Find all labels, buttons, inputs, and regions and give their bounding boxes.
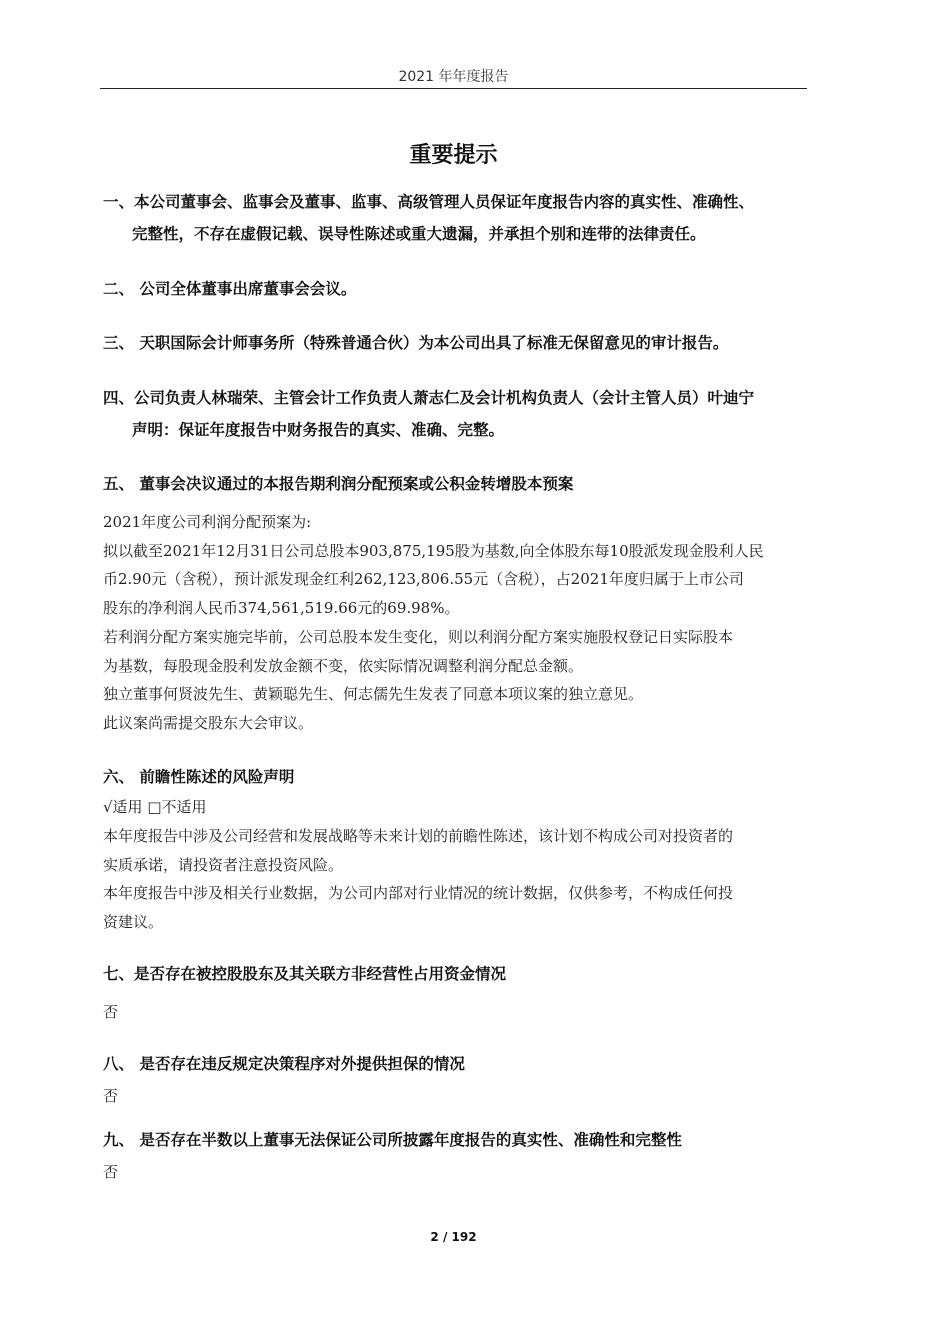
section-5-text-2: 拟以截至2021年12月31日公司总股本903,875,195股为基数,向全体股东每10股派发现金股利人民 bbox=[103, 542, 764, 560]
section-5-text-3: 币2.90元（含税），预计派发现金红利262,123,806.55元（含税），占2021年度归属于上市公司 bbox=[103, 570, 744, 588]
section-5-text-6: 为基数，每股现金股利发放金额不变，依实际情况调整利润分配总金额。 bbox=[103, 657, 584, 675]
section-1-line-1: 一、本公司董事会、监事会及董事、监事、高级管理人员保证年度报告内容的真实性、准确性、 bbox=[103, 193, 755, 211]
section-1-line-2: 完整性，不存在虚假记载、误导性陈述或重大遗漏，并承担个别和连带的法律责任。 bbox=[132, 225, 706, 243]
section-5-text-1: 2021年度公司利润分配预案为: bbox=[103, 513, 312, 531]
section-7-answer: 否 bbox=[103, 1003, 119, 1021]
section-5-text-7: 独立董事何贤波先生、黄颖聪先生、何志儒先生发表了同意本项议案的独立意见。 bbox=[103, 685, 644, 703]
section-8-heading: 八、 是否存在违反规定决策程序对外提供担保的情况 bbox=[103, 1055, 465, 1073]
section-6-heading: 六、 前瞻性陈述的风险声明 bbox=[103, 768, 295, 786]
section-6-text-2: 实质承诺，请投资者注意投资风险。 bbox=[103, 856, 344, 874]
header-rule bbox=[100, 88, 807, 89]
section-2: 二、 公司全体董事出席董事会会议。 bbox=[103, 280, 357, 298]
section-9-answer: 否 bbox=[103, 1163, 119, 1181]
applicability-checkbox: √适用 □不适用 bbox=[103, 798, 207, 816]
section-5-text-5: 若利润分配方案实施完毕前，公司总股本发生变化，则以利润分配方案实施股权登记日实际股本 bbox=[103, 628, 734, 646]
section-5-text-4: 股东的净利润人民币374,561,519.66元的69.98%。 bbox=[103, 599, 460, 617]
section-4-line-1: 四、公司负责人林瑞荣、主管会计工作负责人萧志仁及会计机构负责人（会计主管人员）叶迪宁 bbox=[103, 389, 755, 407]
page-number: 2 / 192 bbox=[430, 1230, 477, 1244]
section-4-line-2: 声明：保证年度报告中财务报告的真实、准确、完整。 bbox=[132, 421, 505, 439]
section-5-text-8: 此议案尚需提交股东大会审议。 bbox=[103, 714, 314, 732]
section-3: 三、 天职国际会计师事务所（特殊普通合伙）为本公司出具了标准无保留意见的审计报告。 bbox=[103, 334, 729, 352]
section-5-heading: 五、 董事会决议通过的本报告期利润分配预案或公积金转增股本预案 bbox=[103, 475, 574, 493]
section-9-heading: 九、 是否存在半数以上董事无法保证公司所披露年度报告的真实性、准确性和完整性 bbox=[103, 1131, 682, 1149]
section-7-heading: 七、是否存在被控股股东及其关联方非经营性占用资金情况 bbox=[103, 965, 507, 983]
section-6-text-4: 资建议。 bbox=[103, 913, 164, 931]
page-title: 重要提示 bbox=[409, 143, 498, 168]
section-6-text-1: 本年度报告中涉及公司经营和发展战略等未来计划的前瞻性陈述，该计划不构成公司对投资者的 bbox=[103, 827, 734, 845]
running-header: 2021 年年度报告 bbox=[398, 69, 509, 85]
section-6-text-3: 本年度报告中涉及相关行业数据，为公司内部对行业情况的统计数据，仅供参考，不构成任何投 bbox=[103, 884, 734, 902]
section-8-answer: 否 bbox=[103, 1087, 119, 1105]
